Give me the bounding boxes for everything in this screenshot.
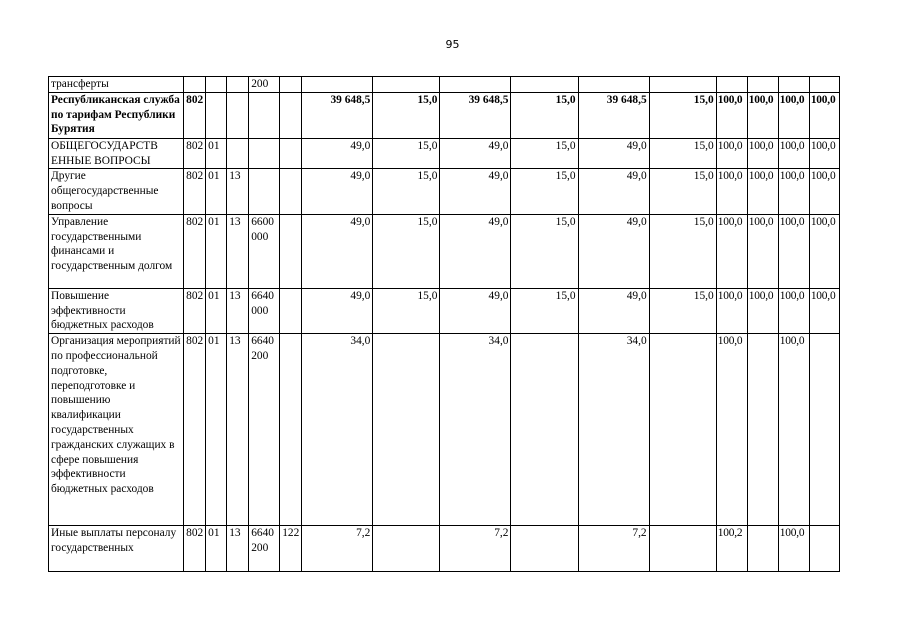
amount-1: 7,2: [302, 526, 373, 572]
amount-3: 49,0: [440, 288, 511, 333]
ved-code: 802: [184, 169, 206, 214]
amount-1: 49,0: [302, 214, 373, 288]
ved-code: 802: [184, 334, 206, 526]
section-code: [206, 77, 227, 93]
subsection-code: 13: [227, 288, 249, 333]
target-article-code: 6600 000: [249, 214, 280, 288]
table-body: [49, 77, 840, 572]
expense-type-code: [280, 334, 302, 526]
amount-5: 49,0: [578, 288, 649, 333]
amount-2: [373, 334, 440, 526]
section-code: 01: [206, 288, 227, 333]
amount-6: 15,0: [649, 169, 716, 214]
subsection-code: [227, 77, 249, 93]
amount-3: [440, 77, 511, 93]
percent-1: 100,0: [716, 288, 747, 333]
amount-2: 15,0: [373, 288, 440, 333]
percent-2: [747, 77, 778, 93]
percent-1: [716, 77, 747, 93]
section-code: 01: [206, 526, 227, 572]
subsection-code: 13: [227, 334, 249, 526]
amount-5: 7,2: [578, 526, 649, 572]
table-row: [49, 334, 840, 526]
percent-1: 100,2: [716, 526, 747, 572]
subsection-code: 13: [227, 169, 249, 214]
amount-5: 34,0: [578, 334, 649, 526]
ved-code: 802: [184, 288, 206, 333]
table-row: [49, 138, 840, 169]
amount-2: 15,0: [373, 214, 440, 288]
table-row: [49, 526, 840, 572]
amount-6: [649, 526, 716, 572]
section-code: 01: [206, 214, 227, 288]
amount-3: 39 648,5: [440, 92, 511, 138]
target-article-code: 6640 000: [249, 288, 280, 333]
expense-type-code: [280, 288, 302, 333]
percent-2: 100,0: [747, 288, 778, 333]
amount-3: 49,0: [440, 138, 511, 169]
percent-2: 100,0: [747, 138, 778, 169]
amount-4: 15,0: [511, 92, 578, 138]
percent-1: 100,0: [716, 138, 747, 169]
amount-2: [373, 77, 440, 93]
target-article-code: [249, 138, 280, 169]
amount-5: 49,0: [578, 138, 649, 169]
ved-code: 802: [184, 92, 206, 138]
target-article-code: [249, 169, 280, 214]
subsection-code: [227, 138, 249, 169]
amount-1: 39 648,5: [302, 92, 373, 138]
percent-2: 100,0: [747, 92, 778, 138]
amount-4: 15,0: [511, 169, 578, 214]
row-name: Иные выплаты персоналу государственных: [49, 526, 184, 572]
amount-6: 15,0: [649, 214, 716, 288]
target-article-code: 6640 200: [249, 526, 280, 572]
expense-type-code: [280, 214, 302, 288]
row-name: трансферты: [49, 77, 184, 93]
row-name: Организация мероприятий по профессиональной подготовке, переподготовке и повышению квалификации государственных гражданских служащих в сфере повышения эффективности бюджетных расходов: [49, 334, 184, 526]
table-row: [49, 288, 840, 333]
percent-4: 100,0: [809, 214, 839, 288]
amount-2: 15,0: [373, 92, 440, 138]
percent-4: 100,0: [809, 92, 839, 138]
percent-3: 100,0: [778, 526, 809, 572]
percent-3: 100,0: [778, 334, 809, 526]
ved-code: 802: [184, 214, 206, 288]
amount-4: [511, 77, 578, 93]
expense-type-code: [280, 92, 302, 138]
amount-3: 49,0: [440, 169, 511, 214]
section-code: [206, 92, 227, 138]
percent-1: 100,0: [716, 334, 747, 526]
amount-1: 49,0: [302, 138, 373, 169]
percent-4: [809, 77, 839, 93]
row-name: Другие общегосударственные вопросы: [49, 169, 184, 214]
row-name: Республиканская служба по тарифам Республики Бурятия: [49, 92, 184, 138]
target-article-code: [249, 92, 280, 138]
amount-5: 49,0: [578, 169, 649, 214]
amount-4: 15,0: [511, 214, 578, 288]
section-code: 01: [206, 334, 227, 526]
amount-2: 15,0: [373, 169, 440, 214]
amount-3: 7,2: [440, 526, 511, 572]
percent-4: 100,0: [809, 169, 839, 214]
amount-5: [578, 77, 649, 93]
target-article-code: 200: [249, 77, 280, 93]
percent-2: 100,0: [747, 214, 778, 288]
amount-1: 49,0: [302, 288, 373, 333]
percent-1: 100,0: [716, 214, 747, 288]
row-name: ОБЩЕГОСУДАРСТВ ЕННЫЕ ВОПРОСЫ: [49, 138, 184, 169]
percent-2: [747, 526, 778, 572]
percent-4: 100,0: [809, 288, 839, 333]
amount-3: 34,0: [440, 334, 511, 526]
page-number: 95: [445, 38, 460, 51]
subsection-code: 13: [227, 214, 249, 288]
percent-3: 100,0: [778, 288, 809, 333]
amount-6: [649, 77, 716, 93]
amount-1: 34,0: [302, 334, 373, 526]
amount-4: [511, 526, 578, 572]
amount-6: 15,0: [649, 92, 716, 138]
amount-4: 15,0: [511, 138, 578, 169]
budget-table: [48, 76, 840, 572]
percent-3: 100,0: [778, 169, 809, 214]
percent-2: [747, 334, 778, 526]
expense-type-code: [280, 138, 302, 169]
subsection-code: [227, 92, 249, 138]
expense-type-code: 122: [280, 526, 302, 572]
expense-type-code: [280, 169, 302, 214]
section-code: 01: [206, 169, 227, 214]
amount-1: 49,0: [302, 169, 373, 214]
row-name: Управление государственными финансами и государственным долгом: [49, 214, 184, 288]
target-article-code: 6640 200: [249, 334, 280, 526]
percent-3: 100,0: [778, 138, 809, 169]
amount-3: 49,0: [440, 214, 511, 288]
subsection-code: 13: [227, 526, 249, 572]
amount-6: [649, 334, 716, 526]
percent-1: 100,0: [716, 92, 747, 138]
amount-4: [511, 334, 578, 526]
percent-4: 100,0: [809, 138, 839, 169]
amount-2: 15,0: [373, 138, 440, 169]
percent-1: 100,0: [716, 169, 747, 214]
amount-5: 39 648,5: [578, 92, 649, 138]
row-name: Повышение эффективности бюджетных расходов: [49, 288, 184, 333]
percent-4: [809, 526, 839, 572]
percent-4: [809, 334, 839, 526]
expense-type-code: [280, 77, 302, 93]
table-row: [49, 77, 840, 93]
section-code: 01: [206, 138, 227, 169]
percent-3: 100,0: [778, 92, 809, 138]
ved-code: [184, 77, 206, 93]
amount-6: 15,0: [649, 288, 716, 333]
ved-code: 802: [184, 138, 206, 169]
percent-2: 100,0: [747, 169, 778, 214]
amount-6: 15,0: [649, 138, 716, 169]
amount-1: [302, 77, 373, 93]
percent-3: 100,0: [778, 214, 809, 288]
table-row: [49, 169, 840, 214]
amount-4: 15,0: [511, 288, 578, 333]
percent-3: [778, 77, 809, 93]
table-row: [49, 92, 840, 138]
amount-5: 49,0: [578, 214, 649, 288]
amount-2: [373, 526, 440, 572]
table-row: [49, 214, 840, 288]
ved-code: 802: [184, 526, 206, 572]
